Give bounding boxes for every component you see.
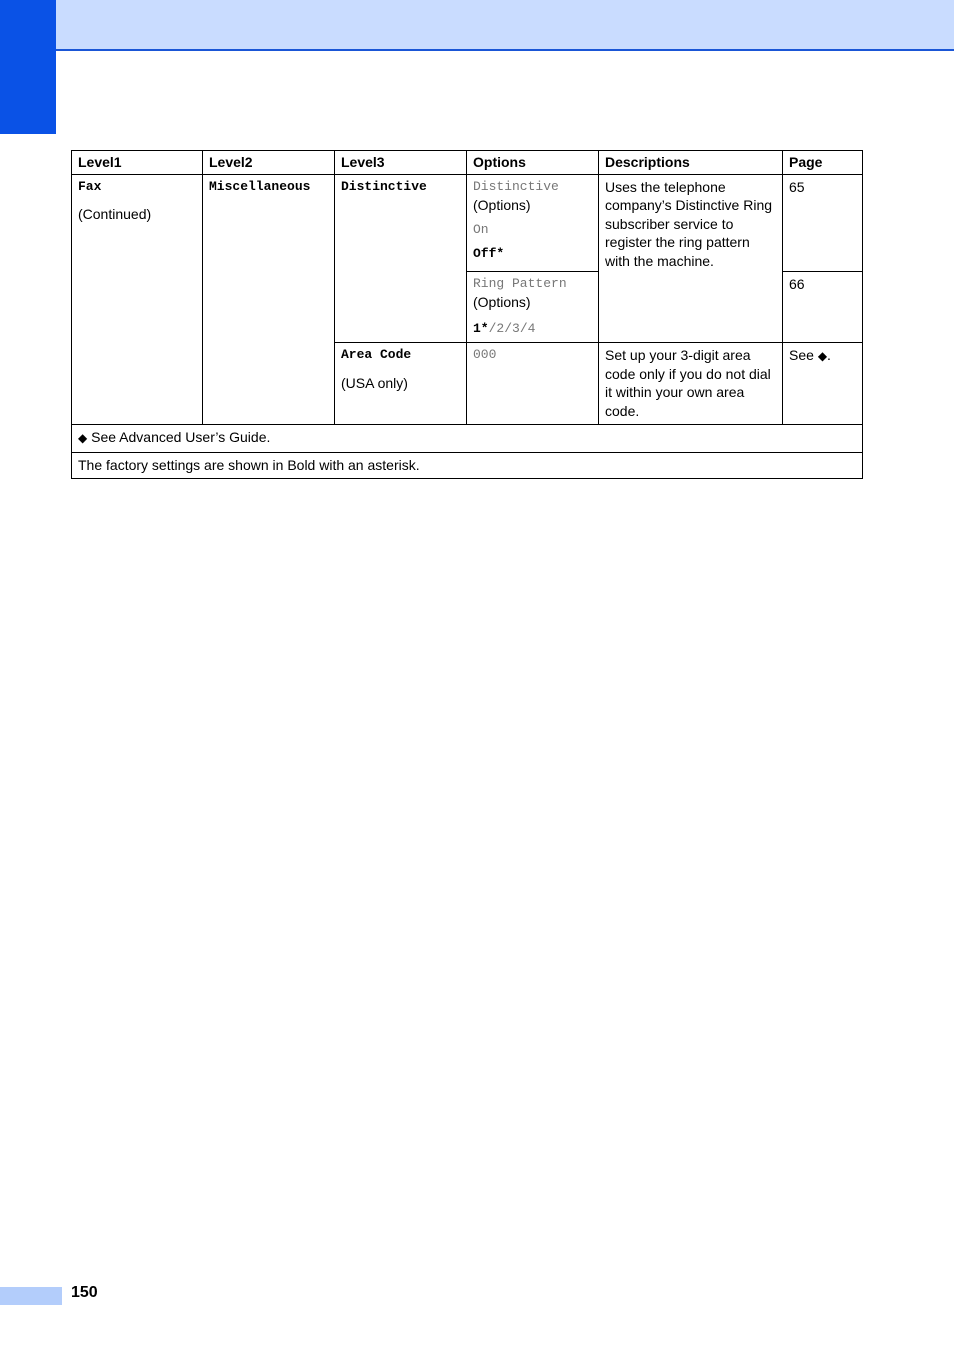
level2-cell <box>203 174 335 425</box>
level3-area-code-note: (USA only) <box>341 374 408 391</box>
table-header-row <box>72 151 863 175</box>
header-level3: Level3 <box>335 151 467 175</box>
options-area-code-cell <box>467 343 599 425</box>
header-options: Options <box>467 151 599 175</box>
ring-pattern-others: /2/3/4 <box>488 320 536 336</box>
page-66-cell <box>783 271 863 343</box>
level3-distinctive-cell <box>335 174 467 343</box>
table-row <box>72 452 863 479</box>
footnote-text: See Advanced User’s Guide. <box>91 429 271 445</box>
table-row <box>72 425 863 453</box>
level1-name: Fax <box>78 178 102 194</box>
options-ring-pattern-cell <box>467 271 599 343</box>
diamond-icon: ◆ <box>817 349 828 363</box>
page-ref-65: 65 <box>789 178 805 195</box>
page-see-suffix: . <box>827 347 831 363</box>
option-group-distinctive-name: Distinctive <box>473 178 559 194</box>
description-area-code: Set up your 3-digit area code only if you do not dial it within your own area code. <box>605 347 771 419</box>
description-distinctive: Uses the telephone company’s Distinctive Ring subscriber service to register the ring pattern with the machine. <box>605 178 773 269</box>
option-group-distinctive-label: (Options) <box>473 197 531 213</box>
level1-cell <box>72 174 203 425</box>
diamond-icon: ◆ <box>78 431 88 445</box>
page-number: 150 <box>71 1284 98 1301</box>
option-group-ring-pattern-name: Ring Pattern <box>473 275 567 291</box>
ring-pattern-default: 1* <box>473 320 489 336</box>
page-65-cell <box>783 174 863 271</box>
ring-pattern-values <box>473 318 592 339</box>
header-page: Page <box>783 151 863 175</box>
level3-distinctive: Distinctive <box>341 178 427 194</box>
header-descriptions: Descriptions <box>599 151 783 175</box>
option-on: On <box>473 221 489 237</box>
factory-note-cell <box>72 452 863 479</box>
level2-name: Miscellaneous <box>209 178 311 194</box>
option-group-ring-pattern-label: (Options) <box>473 294 531 310</box>
page-see-cell <box>783 343 863 425</box>
option-off-default: Off* <box>473 246 505 261</box>
header-band <box>0 0 954 51</box>
level3-area-code: Area Code <box>341 347 412 362</box>
chapter-tab <box>0 0 56 134</box>
options-distinctive-cell <box>467 174 599 271</box>
table-row <box>72 174 863 271</box>
header-level2: Level2 <box>203 151 335 175</box>
option-area-code: 000 <box>473 347 497 362</box>
factory-note: The factory settings are shown in Bold with an asterisk. <box>78 456 420 473</box>
page-ref-66: 66 <box>789 275 805 292</box>
footer-tab <box>0 1287 62 1305</box>
header-level1: Level1 <box>72 151 203 175</box>
description-distinctive-cell <box>599 174 783 343</box>
page-see-prefix: See <box>789 347 814 363</box>
settings-table <box>71 150 863 479</box>
footnote-cell <box>72 425 863 453</box>
level1-note: (Continued) <box>78 206 152 222</box>
level3-area-code-cell <box>335 343 467 425</box>
description-area-code-cell <box>599 343 783 425</box>
